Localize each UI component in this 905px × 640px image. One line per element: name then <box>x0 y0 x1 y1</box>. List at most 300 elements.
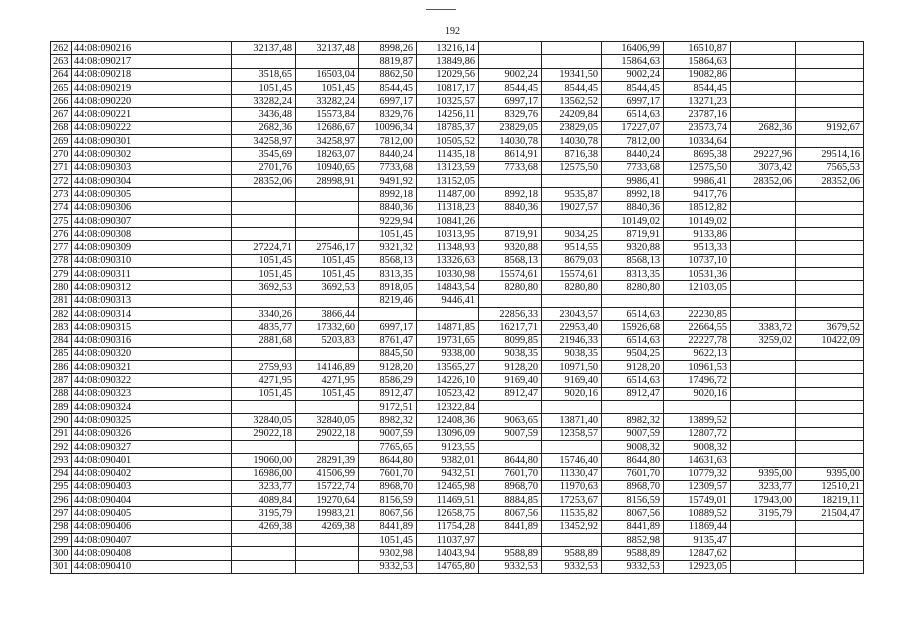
value-3-cell: 8329,76 <box>359 108 417 121</box>
table-row <box>51 560 864 573</box>
row-number-cell: 280 <box>51 281 72 294</box>
value-1-cell <box>232 201 296 214</box>
value-10-cell: 3679,52 <box>796 321 864 334</box>
value-5-cell: 9038,35 <box>479 347 542 360</box>
value-8-cell: 22664,55 <box>664 321 731 334</box>
value-8-cell: 22227,78 <box>664 334 731 347</box>
value-8-cell: 13271,23 <box>664 95 731 108</box>
value-1-cell: 2881,68 <box>232 334 296 347</box>
table-row <box>51 494 864 507</box>
value-2-cell <box>296 294 359 307</box>
cadastral-number-cell: 44:08:090324 <box>72 401 232 414</box>
value-8-cell: 15749,01 <box>664 494 731 507</box>
row-number-cell: 301 <box>51 560 72 573</box>
value-10-cell <box>796 95 864 108</box>
value-5-cell: 14030,78 <box>479 135 542 148</box>
value-1-cell: 1051,45 <box>232 254 296 267</box>
cadastral-number-cell: 44:08:090401 <box>72 454 232 467</box>
value-2-cell: 3866,44 <box>296 307 359 320</box>
cadastral-number-cell: 44:08:090308 <box>72 228 232 241</box>
value-3-cell: 8982,32 <box>359 414 417 427</box>
value-4-cell: 10523,42 <box>417 387 479 400</box>
value-2-cell: 10940,65 <box>296 161 359 174</box>
row-number-cell: 281 <box>51 294 72 307</box>
cadastral-number-cell: 44:08:090326 <box>72 427 232 440</box>
value-8-cell: 15864,63 <box>664 55 731 68</box>
value-2-cell: 4271,95 <box>296 374 359 387</box>
value-5-cell: 9063,65 <box>479 414 542 427</box>
value-1-cell: 3518,65 <box>232 68 296 81</box>
row-number-cell: 290 <box>51 414 72 427</box>
value-2-cell: 1051,45 <box>296 81 359 94</box>
table-row <box>51 281 864 294</box>
value-9-cell: 3383,72 <box>731 321 796 334</box>
value-4-cell: 13849,86 <box>417 55 479 68</box>
row-number-cell: 277 <box>51 241 72 254</box>
value-2-cell: 32840,05 <box>296 414 359 427</box>
row-number-cell: 297 <box>51 507 72 520</box>
value-7-cell: 6997,17 <box>602 95 664 108</box>
value-4-cell: 11037,97 <box>417 533 479 546</box>
value-1-cell <box>232 401 296 414</box>
value-4-cell: 14043,94 <box>417 547 479 560</box>
cadastral-number-cell: 44:08:090221 <box>72 108 232 121</box>
value-2-cell: 17332,60 <box>296 321 359 334</box>
value-3-cell: 8840,36 <box>359 201 417 214</box>
value-1-cell <box>232 560 296 573</box>
value-3-cell: 9128,20 <box>359 361 417 374</box>
value-6-cell <box>542 440 602 453</box>
value-3-cell: 7765,65 <box>359 440 417 453</box>
value-9-cell <box>731 440 796 453</box>
value-2-cell: 15573,84 <box>296 108 359 121</box>
value-6-cell: 11535,82 <box>542 507 602 520</box>
value-1-cell: 3545,69 <box>232 148 296 161</box>
table-row <box>51 507 864 520</box>
value-4-cell: 13123,59 <box>417 161 479 174</box>
value-5-cell: 9007,59 <box>479 427 542 440</box>
cadastral-number-cell: 44:08:090315 <box>72 321 232 334</box>
value-6-cell: 11330,47 <box>542 467 602 480</box>
value-10-cell <box>796 108 864 121</box>
value-1-cell: 1051,45 <box>232 268 296 281</box>
cadastral-number-cell: 44:08:090410 <box>72 560 232 573</box>
value-10-cell <box>796 254 864 267</box>
value-3-cell: 9229,94 <box>359 214 417 227</box>
value-5-cell: 8719,91 <box>479 228 542 241</box>
cadastral-number-cell: 44:08:090408 <box>72 547 232 560</box>
row-number-cell: 284 <box>51 334 72 347</box>
table-row <box>51 55 864 68</box>
value-10-cell <box>796 361 864 374</box>
cadastral-number-cell: 44:08:090216 <box>72 42 232 55</box>
value-9-cell <box>731 81 796 94</box>
value-5-cell <box>479 294 542 307</box>
value-1-cell <box>232 228 296 241</box>
value-1-cell: 2682,36 <box>232 121 296 134</box>
cadastral-number-cell: 44:08:090321 <box>72 361 232 374</box>
value-2-cell <box>296 228 359 241</box>
value-3-cell: 8544,45 <box>359 81 417 94</box>
value-6-cell <box>542 401 602 414</box>
value-2-cell: 18263,07 <box>296 148 359 161</box>
data-table <box>50 41 864 574</box>
value-3-cell: 8441,89 <box>359 520 417 533</box>
value-7-cell: 8982,32 <box>602 414 664 427</box>
value-1-cell: 3436,48 <box>232 108 296 121</box>
value-8-cell: 10737,10 <box>664 254 731 267</box>
value-1-cell: 3340,26 <box>232 307 296 320</box>
value-7-cell: 7733,68 <box>602 161 664 174</box>
value-8-cell: 10531,36 <box>664 268 731 281</box>
value-2-cell: 19983,21 <box>296 507 359 520</box>
value-8-cell: 18512,82 <box>664 201 731 214</box>
value-2-cell <box>296 188 359 201</box>
value-10-cell: 21504,47 <box>796 507 864 520</box>
value-9-cell <box>731 560 796 573</box>
value-6-cell: 17253,67 <box>542 494 602 507</box>
value-7-cell: 8568,13 <box>602 254 664 267</box>
value-1-cell: 4271,95 <box>232 374 296 387</box>
value-3-cell: 9007,59 <box>359 427 417 440</box>
value-10-cell: 29514,16 <box>796 148 864 161</box>
value-3-cell: 8761,47 <box>359 334 417 347</box>
value-5-cell <box>479 55 542 68</box>
value-9-cell <box>731 520 796 533</box>
value-8-cell: 14631,63 <box>664 454 731 467</box>
value-8-cell: 12807,72 <box>664 427 731 440</box>
row-number-cell: 300 <box>51 547 72 560</box>
row-number-cell: 291 <box>51 427 72 440</box>
value-6-cell <box>542 214 602 227</box>
value-9-cell <box>731 347 796 360</box>
value-4-cell: 11348,93 <box>417 241 479 254</box>
value-10-cell: 9395,00 <box>796 467 864 480</box>
table-row <box>51 533 864 546</box>
value-9-cell <box>731 427 796 440</box>
table-row <box>51 268 864 281</box>
cadastral-number-cell: 44:08:090302 <box>72 148 232 161</box>
value-6-cell: 12358,57 <box>542 427 602 440</box>
value-7-cell: 15864,63 <box>602 55 664 68</box>
value-2-cell <box>296 401 359 414</box>
cadastral-number-cell: 44:08:090403 <box>72 480 232 493</box>
value-2-cell: 27546,17 <box>296 241 359 254</box>
value-6-cell: 9034,25 <box>542 228 602 241</box>
value-7-cell: 8156,59 <box>602 494 664 507</box>
value-9-cell <box>731 68 796 81</box>
value-1-cell: 27224,71 <box>232 241 296 254</box>
value-3-cell: 1051,45 <box>359 228 417 241</box>
value-3-cell: 8918,05 <box>359 281 417 294</box>
value-2-cell: 19270,64 <box>296 494 359 507</box>
value-3-cell <box>359 307 417 320</box>
value-5-cell: 9332,53 <box>479 560 542 573</box>
row-number-cell: 276 <box>51 228 72 241</box>
value-9-cell <box>731 42 796 55</box>
value-3-cell: 9332,53 <box>359 560 417 573</box>
value-5-cell: 8329,76 <box>479 108 542 121</box>
cadastral-number-cell: 44:08:090320 <box>72 347 232 360</box>
value-5-cell: 8280,80 <box>479 281 542 294</box>
value-5-cell: 8067,56 <box>479 507 542 520</box>
value-5-cell: 8568,13 <box>479 254 542 267</box>
value-5-cell <box>479 440 542 453</box>
value-6-cell: 19027,57 <box>542 201 602 214</box>
value-6-cell: 9332,53 <box>542 560 602 573</box>
value-3-cell: 9321,32 <box>359 241 417 254</box>
value-3-cell: 9491,92 <box>359 174 417 187</box>
value-9-cell <box>731 361 796 374</box>
value-10-cell <box>796 294 864 307</box>
value-8-cell <box>664 401 731 414</box>
cadastral-number-cell: 44:08:090404 <box>72 494 232 507</box>
value-5-cell: 8912,47 <box>479 387 542 400</box>
value-3-cell: 8586,29 <box>359 374 417 387</box>
value-10-cell <box>796 135 864 148</box>
row-number-cell: 262 <box>51 42 72 55</box>
row-number-cell: 289 <box>51 401 72 414</box>
value-2-cell: 12686,67 <box>296 121 359 134</box>
table-row <box>51 347 864 360</box>
value-3-cell: 8968,70 <box>359 480 417 493</box>
value-8-cell: 10961,53 <box>664 361 731 374</box>
row-number-cell: 272 <box>51 174 72 187</box>
value-2-cell <box>296 55 359 68</box>
value-9-cell <box>731 228 796 241</box>
table-row <box>51 547 864 560</box>
value-4-cell: 11318,23 <box>417 201 479 214</box>
value-4-cell: 10313,95 <box>417 228 479 241</box>
value-3-cell: 8845,50 <box>359 347 417 360</box>
value-8-cell: 22230,85 <box>664 307 731 320</box>
table-row <box>51 201 864 214</box>
value-10-cell: 7565,53 <box>796 161 864 174</box>
value-5-cell: 9002,24 <box>479 68 542 81</box>
value-8-cell: 9008,32 <box>664 440 731 453</box>
value-7-cell: 6514,63 <box>602 374 664 387</box>
table-row <box>51 467 864 480</box>
cadastral-number-cell: 44:08:090222 <box>72 121 232 134</box>
value-10-cell <box>796 387 864 400</box>
value-3-cell: 8998,26 <box>359 42 417 55</box>
value-9-cell <box>731 188 796 201</box>
value-10-cell <box>796 560 864 573</box>
value-6-cell: 10971,50 <box>542 361 602 374</box>
value-2-cell: 1051,45 <box>296 268 359 281</box>
value-10-cell <box>796 414 864 427</box>
value-2-cell: 1051,45 <box>296 387 359 400</box>
row-number-cell: 270 <box>51 148 72 161</box>
value-3-cell: 8819,87 <box>359 55 417 68</box>
value-2-cell: 3692,53 <box>296 281 359 294</box>
value-3-cell: 8644,80 <box>359 454 417 467</box>
value-6-cell: 9535,87 <box>542 188 602 201</box>
value-7-cell: 8644,80 <box>602 454 664 467</box>
value-1-cell <box>232 55 296 68</box>
value-9-cell <box>731 454 796 467</box>
value-3-cell: 8568,13 <box>359 254 417 267</box>
value-8-cell: 19082,86 <box>664 68 731 81</box>
cadastral-number-cell: 44:08:090316 <box>72 334 232 347</box>
value-6-cell: 9514,55 <box>542 241 602 254</box>
value-1-cell: 16986,00 <box>232 467 296 480</box>
value-10-cell <box>796 454 864 467</box>
value-8-cell: 9133,86 <box>664 228 731 241</box>
value-2-cell: 34258,97 <box>296 135 359 148</box>
table-row <box>51 95 864 108</box>
value-10-cell: 18219,11 <box>796 494 864 507</box>
value-2-cell <box>296 214 359 227</box>
value-1-cell <box>232 214 296 227</box>
value-1-cell: 33282,24 <box>232 95 296 108</box>
cadastral-number-cell: 44:08:090309 <box>72 241 232 254</box>
value-10-cell: 12510,21 <box>796 480 864 493</box>
table-row <box>51 148 864 161</box>
value-4-cell: 19731,65 <box>417 334 479 347</box>
value-3-cell: 7733,68 <box>359 161 417 174</box>
value-2-cell <box>296 440 359 453</box>
value-7-cell: 8441,89 <box>602 520 664 533</box>
row-number-cell: 299 <box>51 533 72 546</box>
row-number-cell: 288 <box>51 387 72 400</box>
value-1-cell: 1051,45 <box>232 387 296 400</box>
value-10-cell <box>796 214 864 227</box>
row-number-cell: 282 <box>51 307 72 320</box>
row-number-cell: 278 <box>51 254 72 267</box>
table-row <box>51 42 864 55</box>
row-number-cell: 273 <box>51 188 72 201</box>
row-number-cell: 267 <box>51 108 72 121</box>
table-row <box>51 81 864 94</box>
value-1-cell: 3195,79 <box>232 507 296 520</box>
value-6-cell: 13452,92 <box>542 520 602 533</box>
value-4-cell: 10841,26 <box>417 214 479 227</box>
table-row <box>51 294 864 307</box>
value-5-cell <box>479 174 542 187</box>
value-1-cell: 2701,76 <box>232 161 296 174</box>
value-3-cell: 1051,45 <box>359 533 417 546</box>
value-4-cell: 9446,41 <box>417 294 479 307</box>
value-7-cell: 17227,07 <box>602 121 664 134</box>
value-8-cell: 12847,62 <box>664 547 731 560</box>
value-5-cell: 22856,33 <box>479 307 542 320</box>
value-10-cell <box>796 347 864 360</box>
value-1-cell: 3233,77 <box>232 480 296 493</box>
value-10-cell <box>796 401 864 414</box>
value-9-cell <box>731 307 796 320</box>
value-8-cell: 12103,05 <box>664 281 731 294</box>
value-5-cell: 6997,17 <box>479 95 542 108</box>
cadastral-number-cell: 44:08:090219 <box>72 81 232 94</box>
value-4-cell: 10505,52 <box>417 135 479 148</box>
cadastral-number-cell: 44:08:090322 <box>72 374 232 387</box>
value-6-cell <box>542 533 602 546</box>
value-6-cell: 24209,84 <box>542 108 602 121</box>
value-1-cell <box>232 188 296 201</box>
value-3-cell: 8156,59 <box>359 494 417 507</box>
value-10-cell: 28352,06 <box>796 174 864 187</box>
cadastral-number-cell: 44:08:090218 <box>72 68 232 81</box>
value-7-cell: 8840,36 <box>602 201 664 214</box>
table-row <box>51 454 864 467</box>
cadastral-number-cell: 44:08:090402 <box>72 467 232 480</box>
value-1-cell: 28352,06 <box>232 174 296 187</box>
value-1-cell: 4089,84 <box>232 494 296 507</box>
row-number-cell: 266 <box>51 95 72 108</box>
value-1-cell: 2759,93 <box>232 361 296 374</box>
value-4-cell: 12322,84 <box>417 401 479 414</box>
cadastral-number-cell: 44:08:090323 <box>72 387 232 400</box>
cadastral-number-cell: 44:08:090307 <box>72 214 232 227</box>
value-5-cell <box>479 401 542 414</box>
row-number-cell: 293 <box>51 454 72 467</box>
value-8-cell: 9513,33 <box>664 241 731 254</box>
value-6-cell <box>542 294 602 307</box>
value-5-cell: 8099,85 <box>479 334 542 347</box>
value-8-cell: 10149,02 <box>664 214 731 227</box>
value-8-cell: 17496,72 <box>664 374 731 387</box>
value-6-cell: 9588,89 <box>542 547 602 560</box>
value-1-cell: 1051,45 <box>232 81 296 94</box>
row-number-cell: 285 <box>51 347 72 360</box>
value-2-cell: 33282,24 <box>296 95 359 108</box>
value-10-cell: 10422,09 <box>796 334 864 347</box>
value-4-cell: 12029,56 <box>417 68 479 81</box>
value-2-cell <box>296 533 359 546</box>
value-3-cell: 9172,51 <box>359 401 417 414</box>
value-10-cell <box>796 228 864 241</box>
value-7-cell: 7601,70 <box>602 467 664 480</box>
value-10-cell <box>796 533 864 546</box>
value-9-cell: 29227,96 <box>731 148 796 161</box>
value-8-cell: 12923,05 <box>664 560 731 573</box>
value-8-cell: 9417,76 <box>664 188 731 201</box>
table-row <box>51 374 864 387</box>
value-4-cell: 18785,37 <box>417 121 479 134</box>
header-rule <box>426 9 456 10</box>
cadastral-number-cell: 44:08:090311 <box>72 268 232 281</box>
value-8-cell: 12575,50 <box>664 161 731 174</box>
value-4-cell: 14256,11 <box>417 108 479 121</box>
value-9-cell <box>731 374 796 387</box>
value-6-cell: 12575,50 <box>542 161 602 174</box>
value-7-cell <box>602 294 664 307</box>
value-10-cell <box>796 268 864 281</box>
value-8-cell: 9986,41 <box>664 174 731 187</box>
value-7-cell: 16406,99 <box>602 42 664 55</box>
value-2-cell: 15722,74 <box>296 480 359 493</box>
value-1-cell <box>232 294 296 307</box>
value-2-cell: 28291,39 <box>296 454 359 467</box>
table-row <box>51 161 864 174</box>
value-7-cell: 8440,24 <box>602 148 664 161</box>
value-2-cell <box>296 201 359 214</box>
page-number: 192 <box>445 26 460 37</box>
value-7-cell: 9320,88 <box>602 241 664 254</box>
value-6-cell: 13562,52 <box>542 95 602 108</box>
value-9-cell <box>731 387 796 400</box>
cadastral-number-cell: 44:08:090310 <box>72 254 232 267</box>
value-7-cell: 6514,63 <box>602 307 664 320</box>
value-3-cell: 10096,34 <box>359 121 417 134</box>
value-3-cell: 7812,00 <box>359 135 417 148</box>
table-row <box>51 427 864 440</box>
value-2-cell <box>296 560 359 573</box>
value-8-cell: 16510,87 <box>664 42 731 55</box>
cadastral-number-cell: 44:08:090325 <box>72 414 232 427</box>
value-9-cell: 2682,36 <box>731 121 796 134</box>
